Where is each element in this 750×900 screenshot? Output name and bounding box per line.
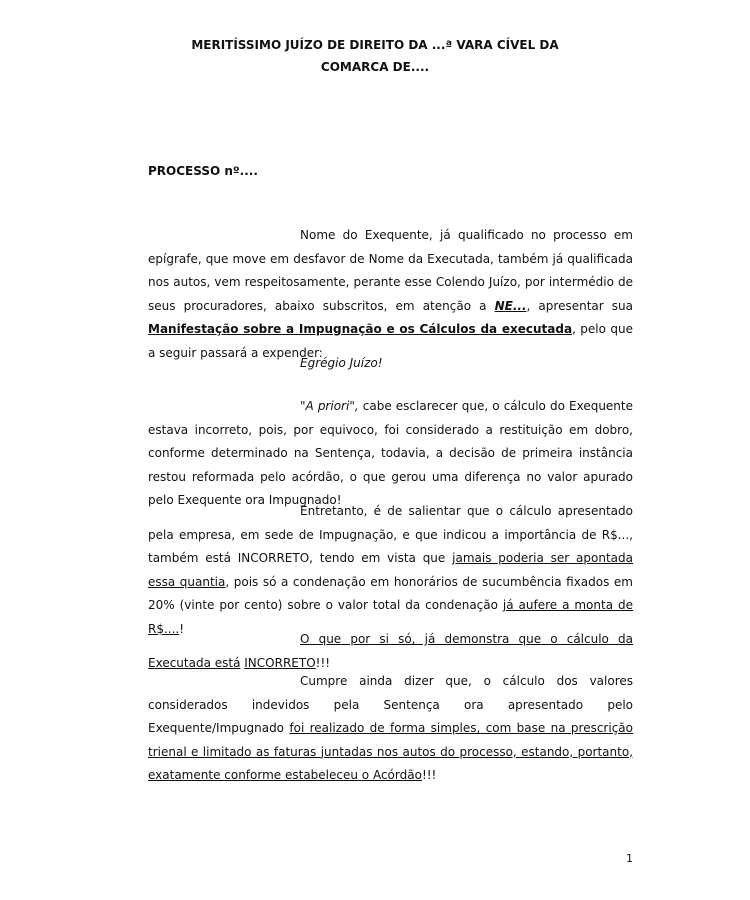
cumpre-paragraph — [148, 670, 633, 788]
intro-paragraph — [148, 224, 633, 365]
entretanto-text-1: Entretanto, é de salientar que o cálculo apresentado pela empresa, em sede de Impugnação, e que indicou a importância de R$..., também está INCORRETO, tendo em vista que — [148, 504, 633, 565]
cumpre-text-1: Cumpre ainda dizer que, o cálculo dos valores considerados indevidos pela Sentença ora apresentado pelo Exequente/Impugnado — [148, 674, 633, 735]
a-priori-text: cabe esclarecer que, o cálculo do Exequente estava incorreto, pois, por equivoco, foi considerado a restituição em dobro, conforme determinado na Sentença, todavia, a decisão de primeira instância restou reformada pelo acórdão, o que gerou uma diferença no valor apurado pelo Exequente ora Impugnado! — [148, 399, 634, 507]
cumpre-text-2: !!! — [421, 768, 437, 782]
salutation: Egrégio Juízo! — [300, 356, 383, 370]
a-priori-paragraph — [148, 395, 633, 513]
entretanto-underline-2: já aufere a monta de R$.... — [148, 598, 633, 636]
entretanto-text-3: ! — [179, 621, 185, 636]
entretanto-paragraph — [148, 500, 633, 641]
conclusion-paragraph — [148, 628, 633, 675]
entretanto-text-2: , pois só a condenação em honorários de sucumbência fixados em 20% (vinte por cento) sobre o valor total da condenação — [148, 574, 633, 612]
manifestation-title: Manifestação sobre a Impugnação e os Cálculos da executada — [148, 322, 573, 336]
page-number: 1 — [626, 852, 633, 865]
intro-text-2: , apresentar sua — [526, 298, 633, 313]
court-heading-line1: MERITÍSSIMO JUÍZO DE DIREITO DA ...ª VARA CÍVEL DA — [191, 38, 559, 52]
entretanto-underline-1: jamais poderia ser apontada essa quantia — [148, 551, 633, 589]
a-priori-term: "A priori", — [300, 399, 359, 413]
conclusion-underline-1: O que por si só, já demonstra que o cálculo da Executada está — [148, 632, 633, 670]
conclusion-text: !!! — [315, 655, 331, 670]
intro-text-1: Nome do Exequente, já qualificado no processo em epígrafe, que move em desfavor de Nome da Executada, também já qualificada nos autos, vem respeitosamente, perante esse Colendo Juízo, por intermédio de seus procuradores, abaixo subscritos, em atenção a — [148, 228, 633, 313]
ne-reference: NE... — [494, 298, 527, 313]
intro-text-3: , pelo que a seguir passará a expender: — [148, 322, 633, 360]
process-number: PROCESSO nº.... — [148, 164, 258, 178]
cumpre-underline: foi realizado de forma simples, com base na prescrição trienal e limitado as faturas juntadas nos autos do processo, estando, portanto, exatamente conforme estabeleceu o Acórdão — [148, 721, 633, 782]
conclusion-underline-2: INCORRETO — [244, 655, 316, 670]
court-heading-line2: COMARCA DE.... — [320, 60, 430, 74]
